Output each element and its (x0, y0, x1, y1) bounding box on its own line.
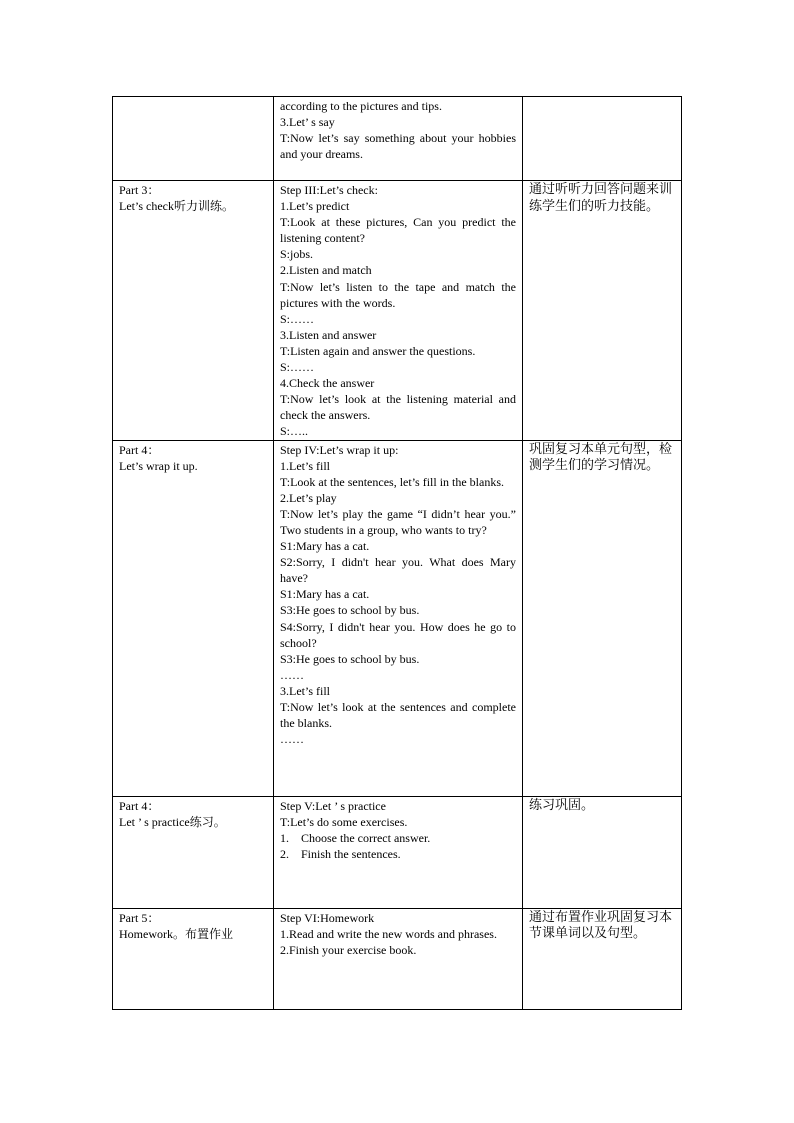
part-cell (113, 97, 274, 181)
process-line: T:Let’s do some exercises. (280, 814, 408, 829)
process-cell (274, 97, 523, 181)
process-line: 4.Check the answer (280, 376, 375, 391)
process-line: S:….. (280, 424, 309, 439)
process-line: …… (280, 667, 304, 682)
process-line: Step IV:Let’s wrap it up: (280, 442, 399, 457)
lesson-plan-table (112, 96, 682, 1010)
table-row (113, 796, 682, 908)
process-line: T:Now let’s look at the sentences and complete the blanks. (280, 700, 516, 731)
part-title: Let ’ s practice练习。 (119, 814, 226, 829)
process-line: S:…… (280, 311, 315, 326)
process-line: 1. Choose the correct answer. (280, 830, 431, 845)
table-row (113, 181, 682, 441)
process-line: S2:Sorry, I didn't hear you. What does Mary have? (280, 555, 516, 586)
process-cell (274, 908, 523, 1009)
process-line: T:Listen again and answer the questions. (280, 343, 476, 358)
purpose-text: 练习巩固。 (529, 797, 595, 813)
purpose-cell (523, 181, 682, 441)
process-line: 2.Listen and match (280, 263, 372, 278)
process-line: S1:Mary has a cat. (280, 587, 370, 602)
purpose-cell (523, 440, 682, 796)
process-line: T:Now let’s listen to the tape and match the pictures with the words. (280, 279, 516, 310)
process-line: according to the pictures and tips. (280, 99, 442, 113)
process-line: S1:Mary has a cat. (280, 539, 370, 554)
purpose-cell (523, 908, 682, 1009)
process-line: 2. Finish the sentences. (280, 846, 401, 861)
process-line: 2.Finish your exercise book. (280, 942, 417, 957)
purpose-text: 通过听听力回答问题来训练学生们的听力技能。 (529, 182, 673, 214)
process-line: 3.Let’ s say (280, 115, 335, 130)
table-row (113, 97, 682, 181)
process-line: T:Now let’s play the game “I didn’t hear you.” Two students in a group, who wants to try? (280, 506, 516, 537)
part-cell (113, 181, 274, 441)
purpose-cell (523, 796, 682, 908)
process-line: 1.Let’s predict (280, 199, 350, 214)
part-number: Part 3： (119, 183, 160, 197)
table-row (113, 440, 682, 796)
process-line: 3.Let’s fill (280, 683, 330, 698)
process-line: Step V:Let ’ s practice (280, 798, 386, 813)
process-line: S3:He goes to school by bus. (280, 603, 420, 618)
part-number: Part 5： (119, 910, 160, 925)
process-cell (274, 796, 523, 908)
process-line: Step III:Let’s check: (280, 183, 378, 197)
part-number: Part 4： (119, 798, 160, 813)
part-title: Let’s wrap it up. (119, 458, 198, 473)
process-line: S:…… (280, 360, 315, 375)
part-cell (113, 440, 274, 796)
table-row (113, 908, 682, 1009)
process-cell (274, 440, 523, 796)
process-line: S:jobs. (280, 247, 314, 262)
process-line: T:Now let’s say something about your hobbies and your dreams. (280, 131, 516, 162)
process-line: …… (280, 732, 304, 747)
part-title: Let’s check听力训练。 (119, 199, 234, 214)
part-cell (113, 796, 274, 908)
process-line: S4:Sorry, I didn't hear you. How does he go to school? (280, 619, 516, 650)
purpose-text: 巩固复习本单元句型，检测学生们的学习情况。 (529, 441, 673, 474)
part-number: Part 4： (119, 442, 160, 457)
process-line: 1.Let’s fill (280, 458, 330, 473)
process-line: T:Look at these pictures, Can you predict the listening content? (280, 215, 516, 246)
process-line: 1.Read and write the new words and phrases. (280, 926, 497, 941)
part-title: Homework。布置作业 (119, 926, 233, 941)
purpose-cell (523, 97, 682, 181)
process-line: T:Now let’s look at the listening material and check the answers. (280, 392, 516, 423)
process-line: S3:He goes to school by bus. (280, 651, 420, 666)
process-line: Step VI:Homework (280, 910, 375, 925)
process-line: T:Look at the sentences, let’s fill in the blanks. (280, 474, 505, 489)
process-cell (274, 181, 523, 441)
purpose-text: 通过布置作业巩固复习本节课单词以及句型。 (529, 909, 673, 942)
part-cell (113, 908, 274, 1009)
process-line: 3.Listen and answer (280, 327, 377, 342)
process-line: 2.Let’s play (280, 490, 337, 505)
